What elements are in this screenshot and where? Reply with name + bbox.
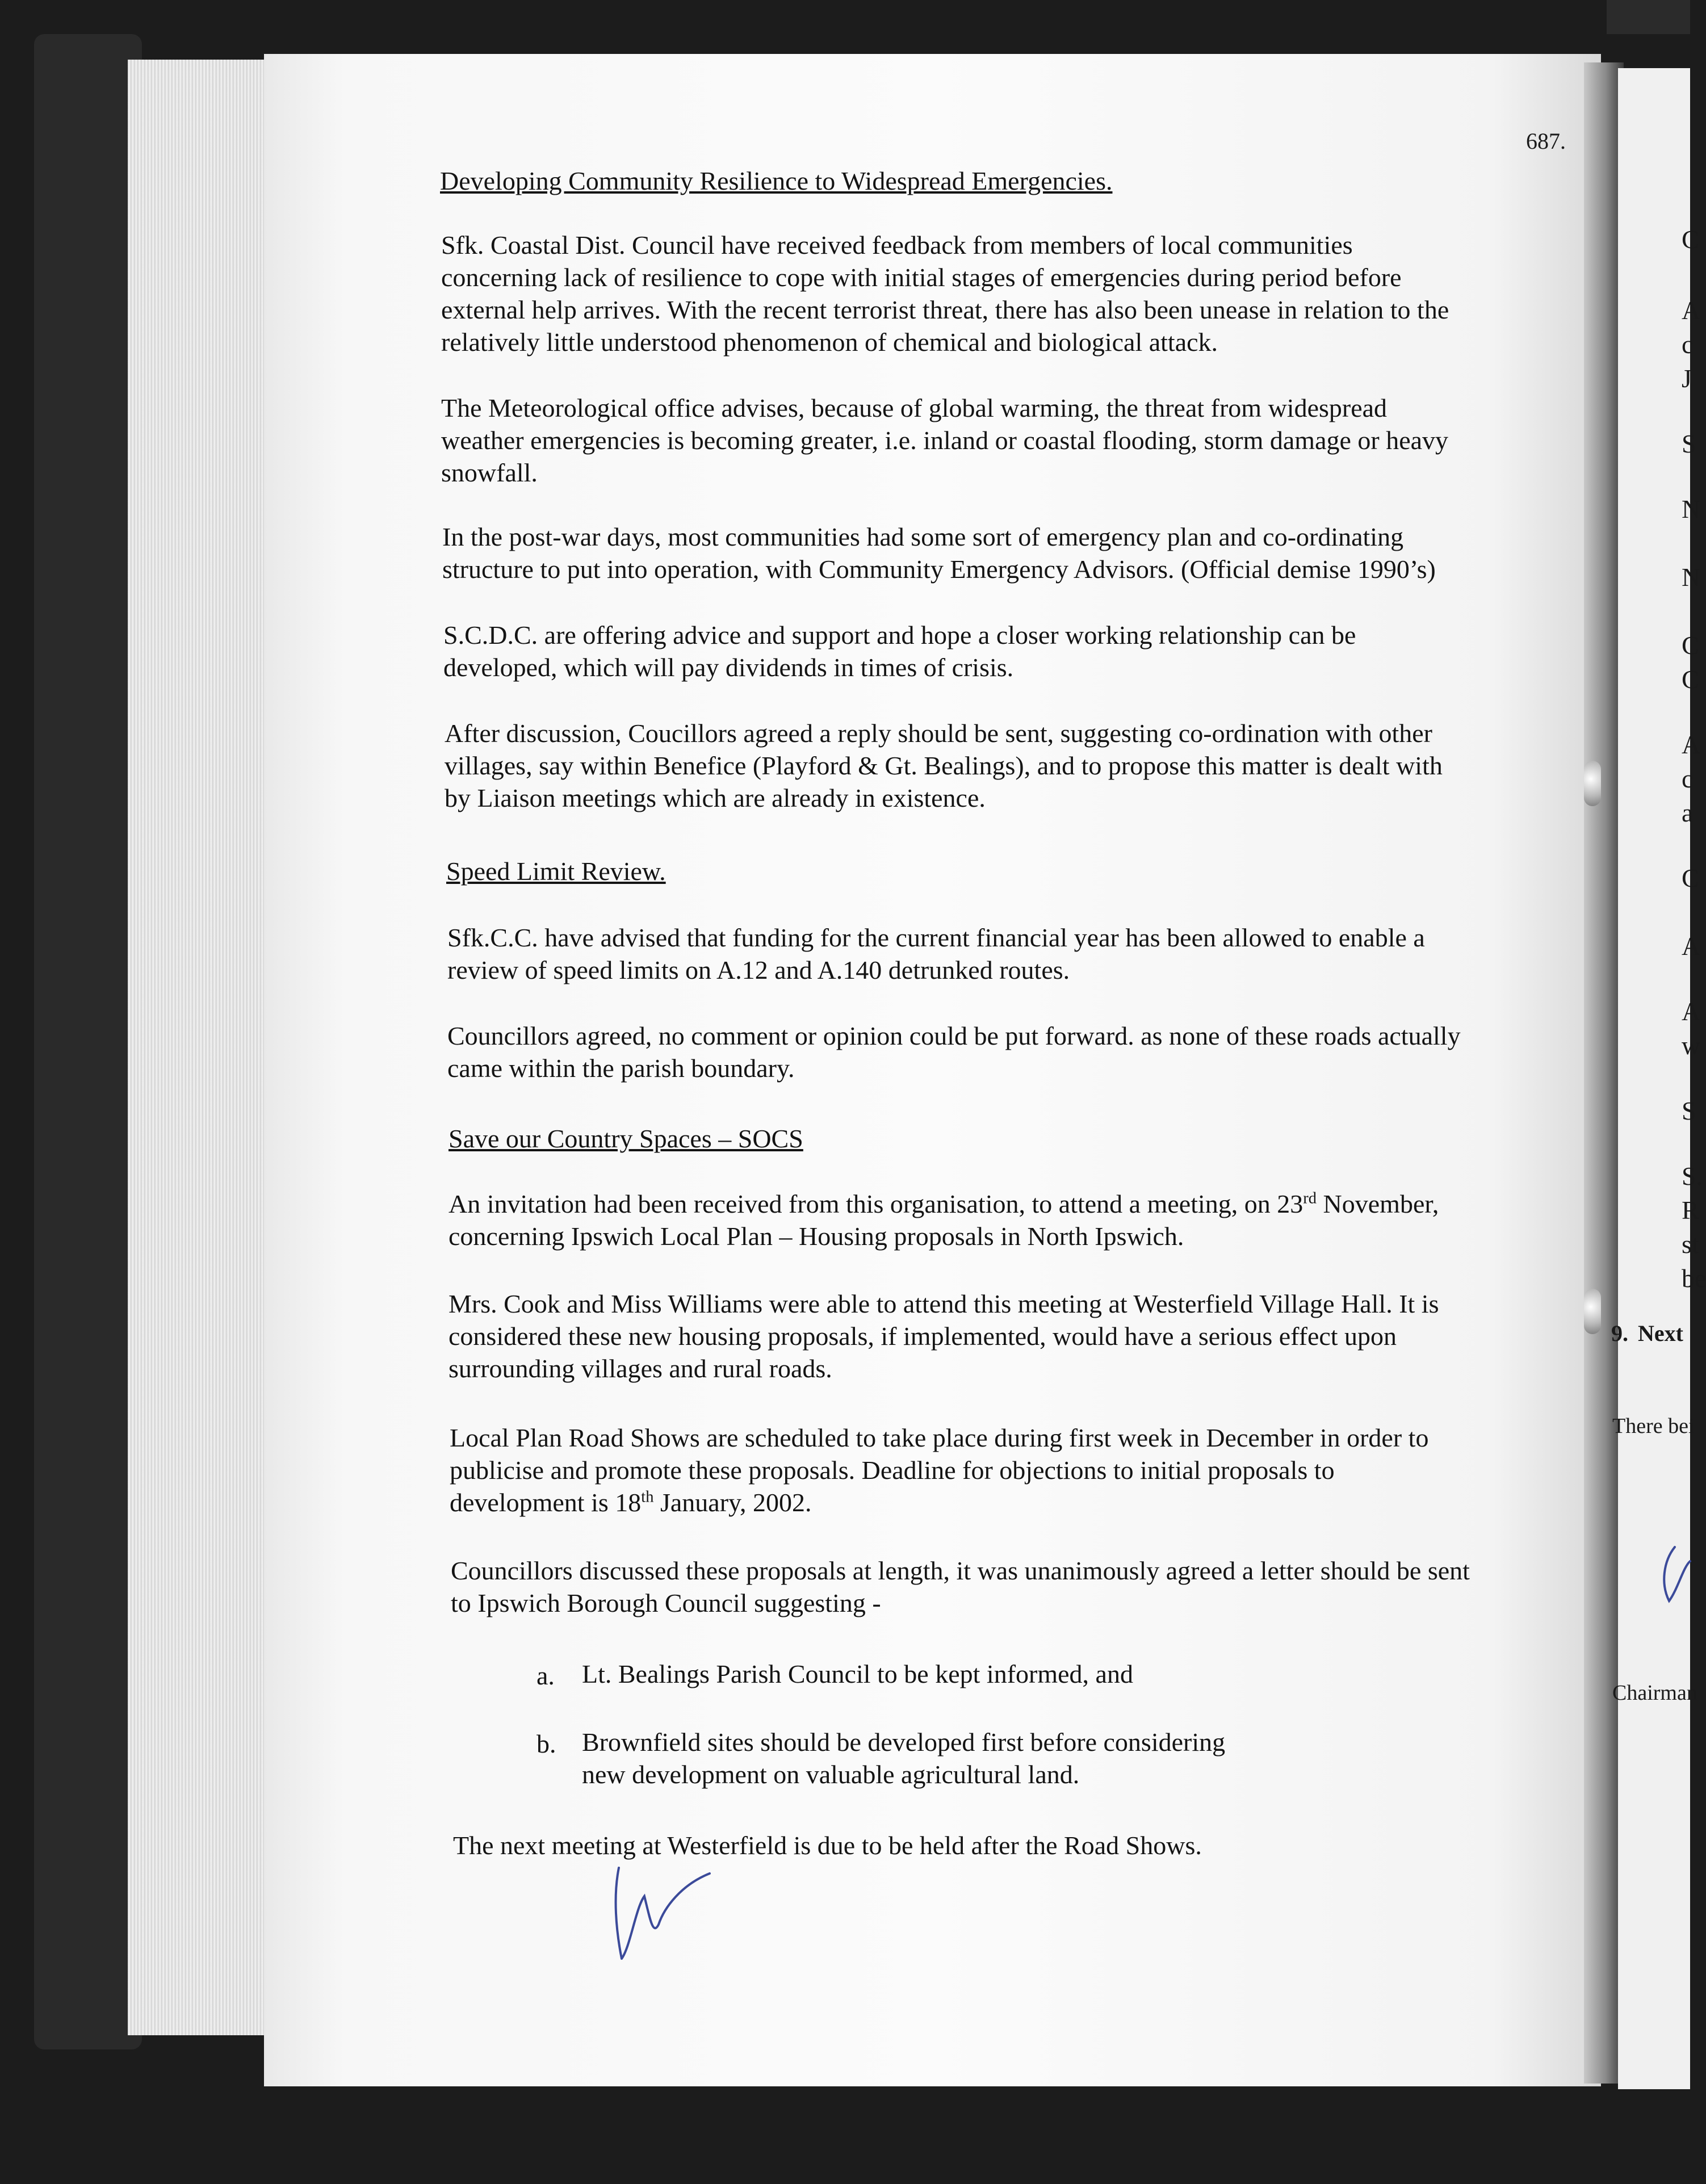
superscript: th: [641, 1488, 654, 1506]
facing-page-fragment: c: [1682, 330, 1694, 359]
section-heading-resilience: Developing Community Resilience to Widespread Emergencies.: [440, 166, 1113, 195]
paragraph-line: In the post-war days, most communities had some sort of emergency plan and co-ordinating: [442, 522, 1404, 551]
paragraph-line: concerning lack of resilience to cope with initial stages of emergencies during period before: [441, 263, 1402, 292]
facing-page-fragment: A: [1682, 296, 1701, 325]
paragraph-line: came within the parish boundary.: [447, 1054, 795, 1083]
section-heading-speed-limit: Speed Limit Review.: [446, 857, 666, 886]
facing-page-fragment: S.: [1682, 1162, 1703, 1190]
text-run: November,: [1317, 1189, 1439, 1218]
binder-ring-icon: [1584, 761, 1601, 806]
paragraph-line: review of speed limits on A.12 and A.140 detrunked routes.: [447, 955, 1070, 984]
facing-page-fragment: C: [1682, 863, 1699, 892]
paragraph-line: Mrs. Cook and Miss Williams were able to attend this meeting at Westerfield Village Hall. It is: [448, 1289, 1439, 1318]
facing-page-item-heading: Next: [1638, 1321, 1683, 1346]
text-run: An invitation had been received from this organisation, to attend a meeting, on 23: [448, 1189, 1303, 1218]
page-number: 687.: [1526, 128, 1566, 154]
paragraph-line: to Ipswich Borough Council suggesting -: [451, 1588, 881, 1617]
signature-icon: [596, 1862, 721, 1964]
binder-cover-left: [34, 34, 142, 2049]
paragraph-line: publicise and promote these proposals. Deadline for objections to initial proposals to: [450, 1456, 1335, 1485]
text-run: January, 2002.: [653, 1488, 812, 1517]
binder-ring-icon: [1584, 1289, 1601, 1334]
page-edges: [128, 60, 270, 2035]
binder-cover-top: [1607, 0, 1690, 34]
paragraph-line: by Liaison meetings which are already in existence.: [445, 783, 986, 812]
facing-page-fragment: S: [1682, 1096, 1696, 1125]
facing-page-fragment: N: [1682, 563, 1701, 592]
facing-page-fragment: w: [1682, 1031, 1701, 1060]
paragraph-line: Sfk. Coastal Dist. Council have received feedback from members of local communities: [441, 230, 1353, 259]
paragraph-line: After discussion, Coucillors agreed a reply should be sent, suggesting co-ordination with other: [445, 719, 1432, 748]
paragraph-line: relatively little understood phenomenon of chemical and biological attack.: [441, 328, 1218, 357]
closing-line: The next meeting at Westerfield is due to be held after the Road Shows.: [453, 1831, 1202, 1860]
paragraph-line: [450, 1486, 812, 1519]
paragraph-line: Councillors agreed, no comment or opinion could be put forward. as none of these roads actually: [447, 1021, 1461, 1050]
text-run: development is 18: [450, 1488, 642, 1517]
paragraph-line: concerning Ipswich Local Plan – Housing proposals in North Ipswich.: [448, 1222, 1184, 1251]
paragraph-line: Local Plan Road Shows are scheduled to take place during first week in December in order to: [450, 1423, 1429, 1452]
facing-page-item-number: 9.: [1611, 1321, 1628, 1346]
facing-page-fragment: R: [1682, 1196, 1699, 1225]
facing-page-fragment: C: [1682, 665, 1699, 694]
facing-page-fragment: a: [1682, 798, 1694, 827]
list-item-line: Lt. Bealings Parish Council to be kept informed, and: [582, 1659, 1133, 1688]
paragraph-line: developed, which will pay dividends in times of crisis.: [443, 653, 1014, 682]
facing-page-fragment: J: [1682, 364, 1692, 393]
paragraph-line: surrounding villages and rural roads.: [448, 1354, 832, 1383]
list-marker: b.: [536, 1729, 556, 1758]
superscript: rd: [1303, 1189, 1317, 1208]
facing-page-fragment: st: [1682, 1230, 1699, 1259]
facing-page-fragment: S: [1682, 429, 1696, 458]
paragraph-line: S.C.D.C. are offering advice and support and hope a closer working relationship can be: [443, 621, 1356, 649]
paragraph-line: villages, say within Benefice (Playford & Gt. Bealings), and to propose this matter is dealt with: [445, 751, 1443, 780]
paragraph-line: weather emergencies is becoming greater, i.e. inland or coastal flooding, storm damage or heavy: [441, 426, 1449, 455]
list-marker: a.: [536, 1661, 555, 1690]
facing-page-fragment: Chairman: [1612, 1681, 1697, 1705]
section-heading-socs: Save our Country Spaces – SOCS: [448, 1124, 803, 1153]
facing-page-fragment: A: [1682, 932, 1701, 961]
paragraph-line: [448, 1188, 1439, 1221]
facing-page-fragment: A: [1682, 730, 1701, 759]
facing-page-fragment: C: [1682, 225, 1699, 254]
paragraph-line: Sfk.C.C. have advised that funding for the current financial year has been allowed to enable a: [447, 923, 1425, 952]
facing-page-fragment: A: [1682, 997, 1701, 1026]
list-item-line: Brownfield sites should be developed first before considering: [582, 1728, 1226, 1757]
facing-page-fragment: N: [1682, 494, 1701, 523]
list-item-line: new development on valuable agricultural land.: [582, 1760, 1080, 1789]
paragraph-line: structure to put into operation, with Community Emergency Advisors. (Official demise 1990’s): [442, 555, 1436, 584]
paragraph-line: The Meteorological office advises, because of global warming, the threat from widespread: [441, 393, 1388, 422]
signature-icon: [1652, 1544, 1690, 1607]
paragraph-line: snowfall.: [441, 458, 538, 487]
paragraph-line: considered these new housing proposals, if implemented, would have a serious effect upon: [448, 1322, 1397, 1351]
facing-page-fragment: There bei: [1612, 1414, 1695, 1438]
facing-page-fragment: C: [1682, 631, 1699, 660]
facing-page: [1618, 68, 1690, 2089]
facing-page-fragment: c: [1682, 764, 1694, 793]
paragraph-line: external help arrives. With the recent terrorist threat, there has also been unease in relation to the: [441, 295, 1449, 324]
paragraph-line: Councillors discussed these proposals at length, it was unanimously agreed a letter should be sent: [451, 1556, 1470, 1585]
facing-page-fragment: be: [1682, 1264, 1706, 1293]
